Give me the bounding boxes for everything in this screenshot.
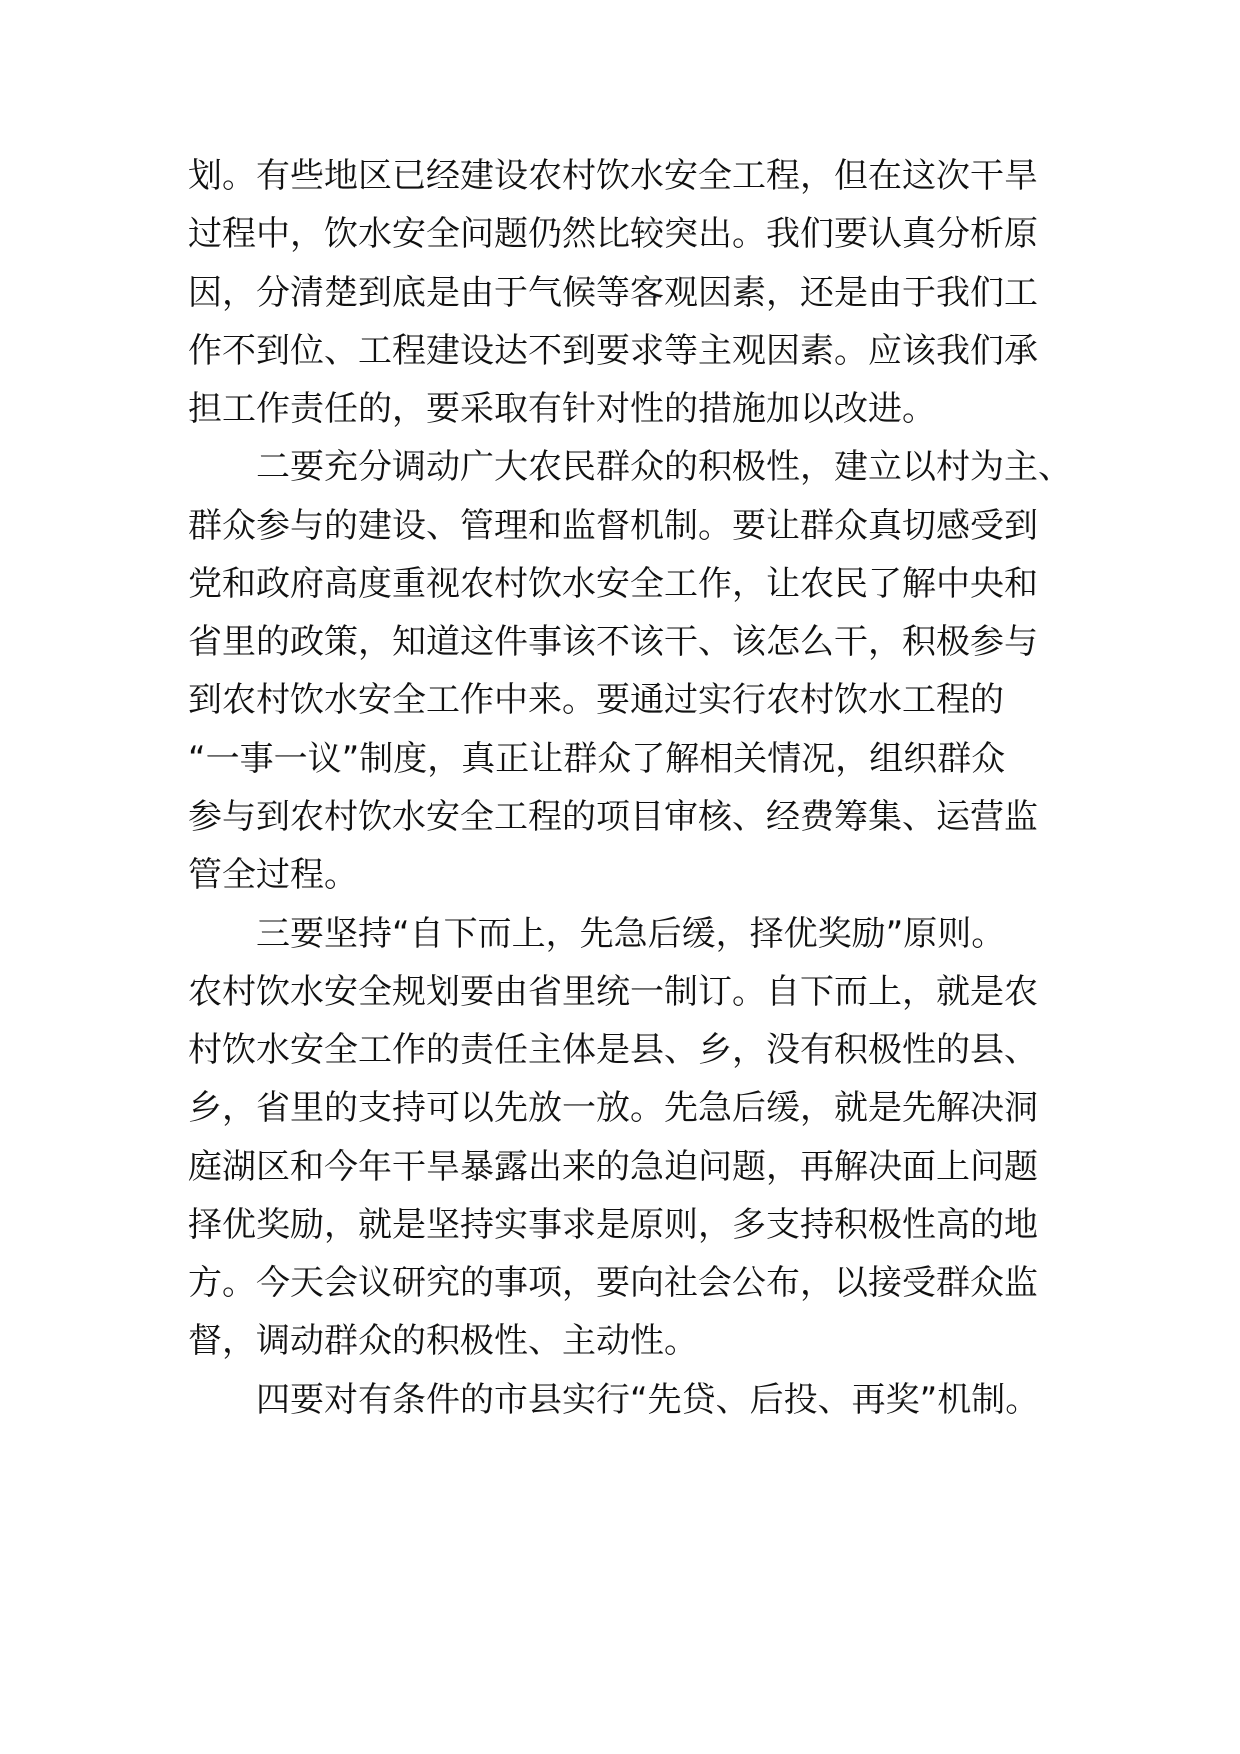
text-line: 划。有些地区已经建设农村饮水安全工程，但在这次干旱 [188, 156, 1038, 196]
text-line: 村饮水安全工作的责任主体是县、乡，没有积极性的县、 [188, 1030, 1038, 1070]
text-line: 省里的政策，知道这件事该不该干、该怎么干，积极参与 [188, 622, 1038, 662]
text-line: 过程中，饮水安全问题仍然比较突出。我们要认真分析原 [188, 214, 1038, 254]
text-line: 党和政府高度重视农村饮水安全工作，让农民了解中央和 [188, 564, 1038, 604]
text-line: 乡，省里的支持可以先放一放。先急后缓，就是先解决洞 [188, 1088, 1038, 1128]
text-line: 到农村饮水安全工作中来。要通过实行农村饮水工程的 [188, 680, 1004, 720]
text-line: 农村饮水安全规划要由省里统一制订。自下而上，就是农 [188, 972, 1038, 1012]
text-line: 群众参与的建设、管理和监督机制。要让群众真切感受到 [188, 506, 1038, 546]
text-line: 参与到农村饮水安全工程的项目审核、经费筹集、运营监 [188, 797, 1038, 837]
paragraph-start-line: 四要对有条件的市县实行“先贷、后投、再奖”机制。 [256, 1380, 1040, 1420]
paragraph-start-line: 三要坚持“自下而上，先急后缓，择优奖励”原则。 [256, 914, 1006, 954]
text-line: 管全过程。 [188, 855, 358, 895]
text-line: 担工作责任的，要采取有针对性的措施加以改进。 [188, 389, 936, 429]
text-line: 方。今天会议研究的事项，要向社会公布，以接受群众监 [188, 1263, 1038, 1303]
paragraph-start-line: 二要充分调动广大农民群众的积极性，建立以村为主、 [256, 447, 1072, 487]
text-line: 因，分清楚到底是由于气候等客观因素，还是由于我们工 [188, 273, 1038, 313]
text-line: 作不到位、工程建设达不到要求等主观因素。应该我们承 [188, 331, 1038, 371]
text-line: 择优奖励，就是坚持实事求是原则，多支持积极性高的地 [188, 1205, 1038, 1245]
text-line: 督，调动群众的积极性、主动性。 [188, 1321, 698, 1361]
text-line: “一事一议”制度，真正让群众了解相关情况，组织群众 [188, 739, 1006, 779]
text-line: 庭湖区和今年干旱暴露出来的急迫问题，再解决面上问题 [188, 1147, 1038, 1187]
